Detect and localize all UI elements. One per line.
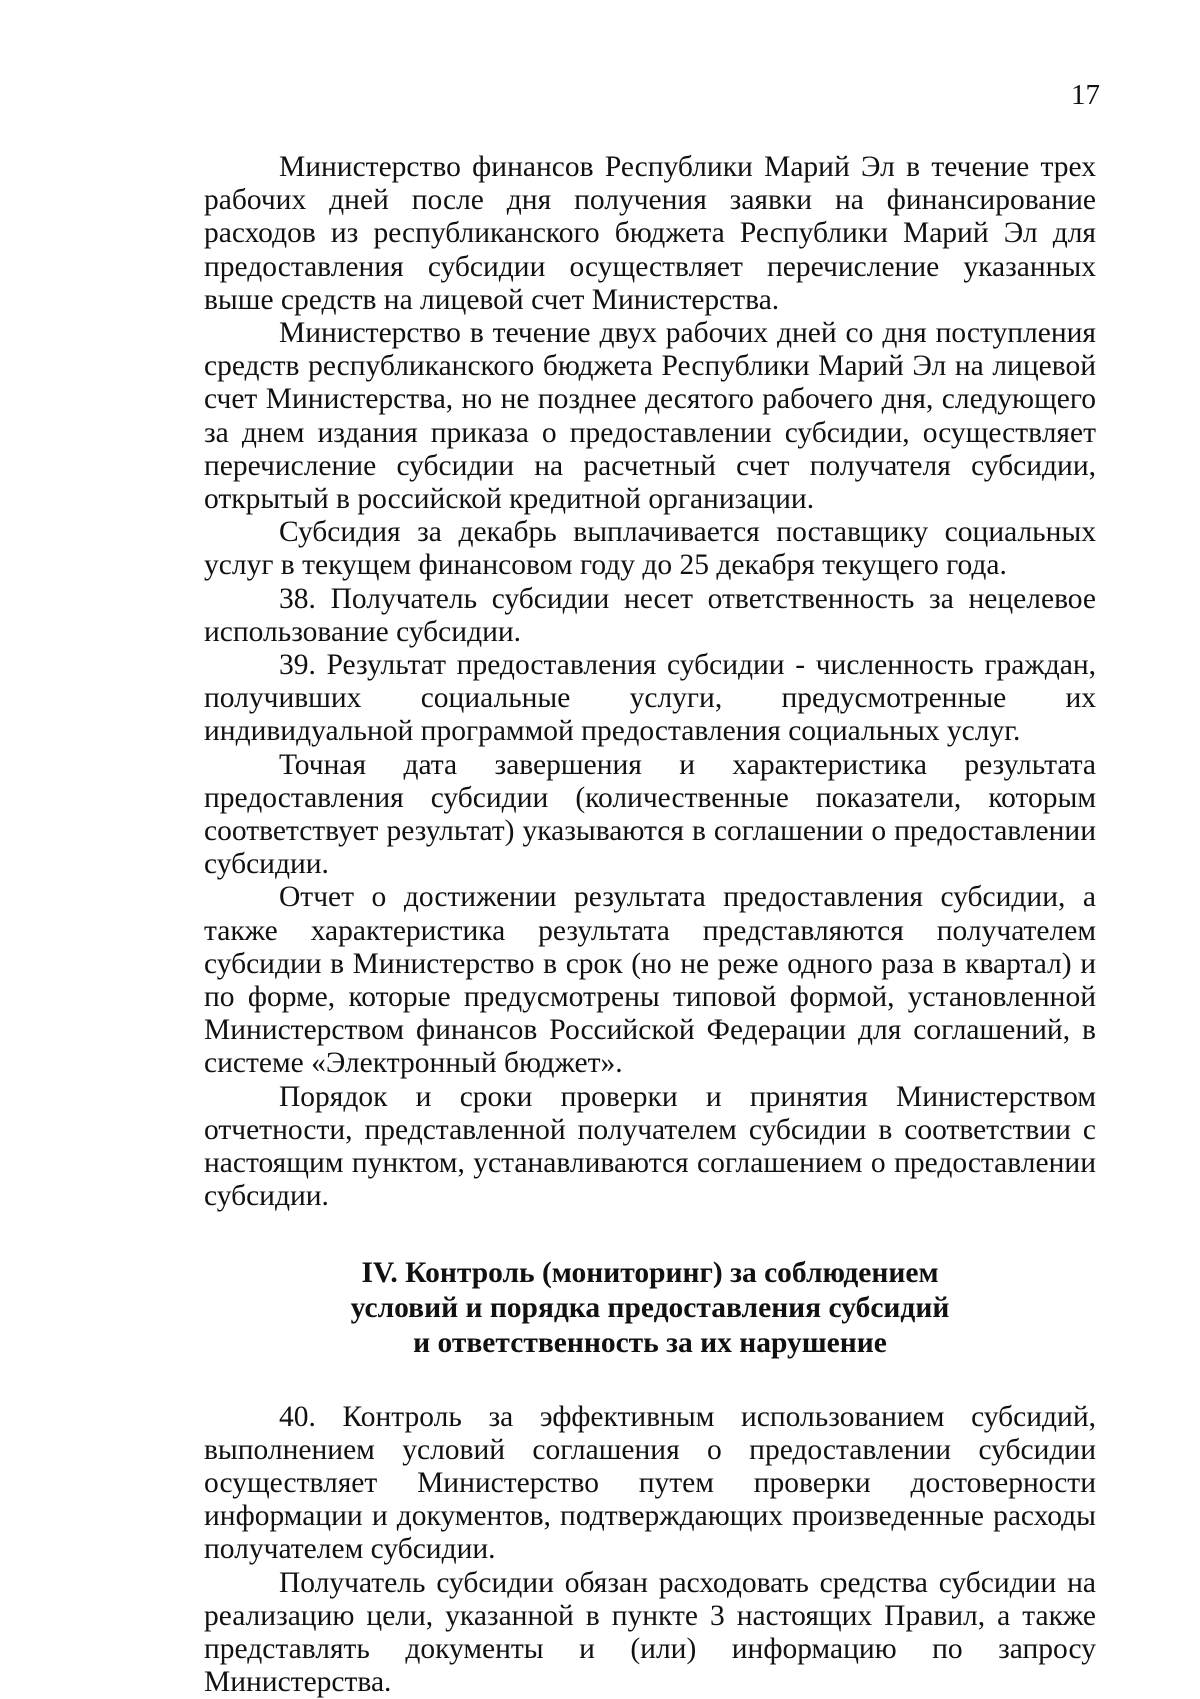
paragraph-item-40: 40. Контроль за эффективным использованием субсидий, выполнением условий соглашения о предоставлении субсидии осуществляет Министерство путем проверки достоверности информации и документов, подтверждающих произведенные расходы получателем субсидии. — [204, 1400, 1096, 1566]
paragraph-result-date: Точная дата завершения и характеристика результата предоставления субсидии (количественные показатели, которым соответствует результат) указываются в соглашении о предоставлении субсидии. — [204, 748, 1096, 881]
paragraph-report-check: Порядок и сроки проверки и принятия Министерством отчетности, представленной получателем субсидии в соответствии с настоящим пунктом, устанавливаются соглашением о предоставлении субсидии. — [204, 1080, 1096, 1213]
paragraph-transfer-ministry-finance: Министерство финансов Республики Марий Эл в течение трех рабочих дней после дня получения заявки на финансирование расходов из республиканского бюджета Республики Марий Эл для предоставления субсидии осуществляет перечисление указанных выше средств на лицевой счет Министерства. — [204, 151, 1096, 316]
section-heading-line: условий и порядка предоставления субсидий — [350, 1291, 950, 1324]
paragraph-recipient-obligation: Получатель субсидии обязан расходовать средства субсидии на реализацию цели, указанной в пункте 3 настоящих Правил, а также представлять документы и (или) информацию по запросу Министерства. — [204, 1566, 1096, 1699]
page-number: 17 — [1071, 79, 1100, 111]
paragraph-item-38: 38. Получатель субсидии несет ответственность за нецелевое использование субсидии. — [204, 582, 1096, 648]
section-heading-line: IV. Контроль (мониторинг) за соблюдением — [361, 1256, 939, 1289]
paragraph-transfer-recipient: Министерство в течение двух рабочих дней со дня поступления средств республиканского бюджета Республики Марий Эл на лицевой счет Министерства, но не позднее десятого рабочего дня, следующего за днем издания приказа о предоставлении субсидии, осуществляет перечисление субсидии на расчетный счет получателя субсидии, открытый в российской кредитной организации. — [204, 317, 1096, 516]
section-heading-line: и ответственность за их нарушение — [413, 1326, 887, 1359]
document-body — [204, 151, 1096, 1699]
paragraph-result-report: Отчет о достижении результата предоставления субсидии, а также характеристика результата представляются получателем субсидии в Министерство в срок (но не реже одного раза в квартал) и по форме, которые предусмотрены типовой формой, установленной Министерством финансов Российской Федерации для соглашений, в системе «Электронный бюджет». — [204, 881, 1096, 1080]
paragraph-december-subsidy: Субсидия за декабрь выплачивается поставщику социальных услуг в текущем финансовом году до 25 декабря текущего года. — [204, 516, 1096, 582]
section-heading — [204, 1256, 1096, 1361]
paragraph-item-39: 39. Результат предоставления субсидии - численность граждан, получивших социальные услуги, предусмотренные их индивидуальной программой предоставления социальных услуг. — [204, 649, 1096, 748]
